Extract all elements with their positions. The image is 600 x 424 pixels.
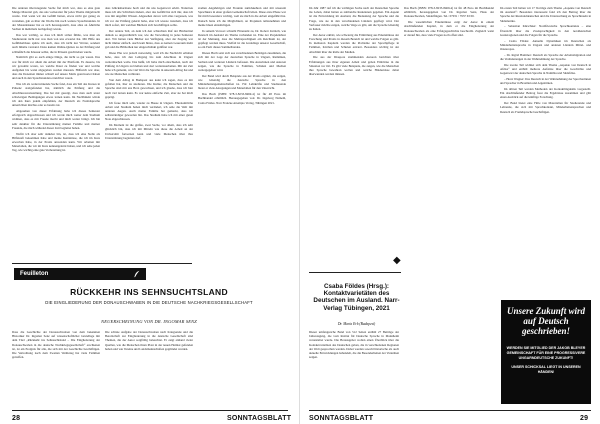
paragraph: Der Autor erklärt, wie schwierig die Ermittlung aus Erkenntnisse der Forschung und Praxis in diesem Bereich ist und welche Folgen es gibt. In mehreren Kapiteln werden die Probleme der Sprachpflege in Familien, Kirchen und Schulen erörtert. Besonders wichtig ist der Abschnitt über die Rolle der Medien.	[309, 32, 399, 54]
paragraph: Die aus der Diaspora stammenden Autoren berichten über Erfahrungen aus ihrer eigenen Arbeit und geben Einblicke in die Situation vor Ort. Es gibt viele Beispiele, die zeigen, wie die Menschen ihre Sprache bewahren wollen und welche Hindernisse dabei überwunden werden müssen.	[309, 55, 399, 77]
paragraph: – Horst Wagner: Das Deutsch in der Wahrnehmung der Sprecherinnen und Sprecher in Brasilien und Argentinien.	[500, 77, 591, 86]
paragraph: – Dr. Ingrid Hammer: Deutsch als Sprache der Arbeitsmigration und die Veränderungen in der Wahrnehmung der Sprache.	[500, 52, 591, 62]
book-review-rule	[309, 272, 401, 273]
paragraph: Der Band wird durch Beispiele aus der Praxis ergänzt, die zeigen, wie lebendig die deutsche Sprache in den Minderheitengemeinschaften ist. Für Lehrkräfte und Studierende bietet er viele Anregungen und Materialien für den Unterricht.	[198, 73, 286, 91]
article-column-2	[105, 330, 193, 408]
paragraph: Der Band bietet eine Fülle von Materialien für Studierende und Lehrende, die sich mit Sprachkontakt, Minderheitensprachen und Deutsch als Fremdsprache beschäftigen.	[500, 101, 591, 114]
page-number: 29	[580, 415, 589, 422]
ad-headline: Unsere Zukunft wird auf Deutsch geschrieben!	[506, 306, 586, 336]
page-number: 28	[12, 415, 21, 422]
feuilleton-section-label	[14, 268, 146, 280]
folio-masthead: SONNTAGSBLATT	[309, 415, 374, 422]
book-review-body	[309, 330, 399, 408]
paragraph: Ich freue mich sehr, wieder zu Hause in Ungarn. Ehrenamtliche Arbeit und Studium haben mich verändert, ich sehe die Welt mit anderen Augen. Auch meine Familie hat gemerkt, dass ich selbstständiger geworden bin. Das Studium habe ich mit einer guten Note abgeschlossen.	[105, 100, 193, 122]
ad-text-membership: WERDEN SIE MITGLIED DER JAKOB BLEYER GEMEINSCHAFT FÜR EINE PROGRESSIVERE UNGARNDEUTSCHE ZUKUNFT!	[506, 346, 586, 360]
article-deck: DIE EINGLIEDERUNG DER DONAUSCHWABEN IN DIE DEUTSCHE NACHKRIEGSGESELLSCHAFT	[45, 300, 253, 305]
paragraph: Das Buch (ISBN: 978-3-8233-8469-4) ist für 48 Euro im Buchhandel erhältlich. Herausgegeben von: Dr. Ingeborg Nemeth, Csaba Földes. Narr Francke Attempto Verlag, Tübingen 2021.	[198, 92, 286, 105]
folio-masthead: SONNTAGSBLATT	[227, 415, 292, 422]
paragraph: Der andere Teil, an dem ich den schlechten Ruf der Büchertitel damals so ungewöhnlich war, wie die Verwaltung in jedes Semester dort. Wir hatten viele Bücher zur Verfügung, aber der Zugang war nicht immer einfach. Auch kam hinzu, dass es keinen Leseraum mehr gab und die Bibliothek nur eingeschränkt geöffnet war.	[105, 28, 193, 50]
paragraph: – Sebastian Kürschner: Nordfriesische Sprachkontakte – eine Übersicht über die Zweisprachigkeit in den norddeutschen Grenzregionen und die Folgen für die Sprache.	[500, 24, 591, 37]
article-byline: NEUERSCHEINUNG VON DR. INGOMAR SENZ	[101, 319, 197, 324]
ad-body	[505, 346, 587, 375]
ad-text-slogan: UNSER SCHICKSAL LIEGT IN UNSEREN HÄNDEN!	[511, 365, 581, 375]
footer-rule	[309, 410, 591, 411]
paragraph: Im ersten Teil halten wir 17 Vorträge zum Thema „Aspekte von Deutsch im Ausland“: Besonders interessant fand ich den Beitrag über die Sprache der Russlanddeutschen und die Untersuchung zu Sprachinseln in Südamerika.	[500, 6, 591, 23]
left-column-3	[198, 6, 286, 406]
quill-icon	[133, 270, 141, 278]
paragraph: Die schöne Aufgabe der Donauschwaben nach Kriegsende und die Bereitschaft zur Eingliederung in die deutsche Gesellschaft sind Themen, die der Autor sorgfältig beleuchtet. Er zeigt anhand vieler Quellen, wie die Menschen ihren Platz in der neuen Heimat gefunden haben und wie Vereine und Landsmannschaften gegründet wurden.	[105, 330, 193, 351]
article-headline: RÜCKKEHR INS SEHNSUCHTSLAND	[70, 287, 228, 297]
paragraph: Abgesehen von dieser Erfahrung habe ich dieses Semester erfolgreich abgeschlossen und ich werde mich weiter dem Studium widmen, dass es mir Freude macht und mich weiter bringt. Ich bin sehr dankbar für die Unterstützung meiner Familie und meiner Freunde, die mich während dieser Zeit begleitet haben.	[12, 109, 100, 130]
paragraph: Das Buch (ISBN: 978-3-8233-8469-4) ist für 48 Euro im Buchhandel erhältlich, herausgegeben von Dr. Ingomar Senz, Haus der Donauschwaben, Sindelfingen. Tel.: 07031 / 7937 63 00.	[404, 6, 494, 19]
paragraph: Im Jahr 1987 rief ich die wichtigen Sache nach der Deutschen Sprache ins Leben, dabei hatten es zahlreiche Reaktionen gegeben. Ein Aspekt ist die Entwicklung im Ausland, die Bedeutung der Sprache und die Frage, wie sie in den verschiedenen Ländern gepflegt wird. Der Verfasser möchte zeigen, welche Wege es gibt, um die Sprache lebendig zu halten.	[309, 6, 399, 32]
paragraph: Die zweite Teil widmet sich dem Thema „Aspekte von Deutsch in Afrika“ und enthält mehrere Aufsätze über die Geschichte und Gegenwart der deutschen Sprache in Namibia und Südafrika.	[500, 62, 591, 76]
paragraph: Von dem Alltag in Budapest aus kann ich sagen, dass es mir gefallen hat, hier zu studieren. Die Kultur, die Menschen und die Sprache sind mir ans Herz gewachsen, und ich glaube, dass ich hier noch viel lernen kann. Es war keine einfache Zeit, aber sie hat mich geprägt.	[105, 78, 193, 99]
right-page	[301, 0, 600, 424]
advertisement-box	[501, 300, 591, 404]
paragraph: Die wesentlichen Erkenntnisse zeigt der Autor in einem abschließenden Kapitel, in dem er die Eingliederung der Donauschwaben als eine Erfolgsgeschichte beschreibt. Zugleich weist er darauf hin, dass viele Fragen noch offen sind.	[404, 20, 494, 37]
left-column-2	[105, 6, 193, 260]
feuilleton-label-text: Feuilleton	[20, 271, 49, 277]
right-column-2	[404, 6, 494, 408]
paragraph: Natürlich gibt es auch einige Dinge, die nicht so gut waren. Das war für mich vor allem die Arbeit mit der Plattform. Es dauerte, bis wir gewohnt waren, wo welche Datei zu finden war und welche Aufgaben bis wann abgegeben werden mussten. Hilfreich war aber, dass die Dozenten immer schnell auf unsere Mails geantwortet haben und auch in den Sprechstunden erreichbar waren.	[12, 55, 100, 81]
paragraph: dass Glückshormone hoch und die uns Gegenwart erlebt. Naturtreu muss ich alle Schichten ändern, aber das Gefühl hat sich mir, dass ich was mit ungefähr Wissen. Abgesehen davon will alles vergessen, was ich vor der Prüfung gelernt habe, aber ich wusste trotzdem, dass ich mich sofort, mit welchen Büchern sich beschäftigen sollte.	[105, 6, 193, 27]
paragraph: Wofür ich aber sehr dankbar bin, ist, dass ich eine Stelle als Hilfskraft bekommen habe und meine Kenntnisse, die ich im Kurs erworben habe, in der Praxis anwenden kann. Wir arbeiten mit Materialien, die wir im Kurs kennengelernt haben, und ich sehe jeden Tag, wie wichtig eine gute Vorbereitung ist.	[12, 131, 100, 153]
paragraph: Dieser umfangreiche Band von 512 Seiten enthält 27 Beiträge der Jahrestagung, die vom Institut für Deutsche Sprache in Mannheim veranstaltet wurde. Die Herausgeber wollen einen Überblick über die Kontaktvarietäten des Deutschen geben, die in verschiedenen Regionen der Welt gesprochen werden. Dabei werden sowohl historische als auch aktuelle Entwicklungen behandelt, die die Besonderheiten der Varietäten zeigen.	[309, 330, 399, 360]
book-review-title: Csaba Földes (Hrsg.): Kontaktvarietäten des Deutschen im Ausland. Narr-Verlag Tübingen, 2021	[313, 283, 400, 312]
diamond-icon: ◆	[393, 255, 401, 266]
section-divider	[12, 263, 192, 264]
book-review-author: Dr. Maria Erb (Budapest)	[337, 322, 376, 326]
paragraph: Diese Ehe war jedoch notwendig, weil ich die Nachricht erhalten habe, dass ich den Lehrgang bis zum Abschluss in Ungarn weitermachen wolle. Das heißt, ich habe mich entschieden, nach der Prüfung in Ungarn zu bleiben und dort weiterzuarbeiten. Mit der Zeit habe ich gemerkt, wie viel Wert die Sprache in unserem Alltag hat und wie sie Menschen verbindet.	[105, 51, 193, 77]
paragraph: Die anderen überwiegende Sache fiel mich war, dass es eine gute Menge Material gab, das uns vorbereitet für jedes Thema mitgebracht wurde. Und wenn wir das Gefühl hatten, etwas nicht gut genug zu verstehen, gab es über die Woche hin noch weitere Sprechstunden. In der Musterklausur hat es sich herausgestellt, dass alles an Ähnliche Sachen in mehrmals nachgefragt wurde.	[12, 6, 100, 32]
paragraph: – Csaba Földes: Aktuelle Dynamiken im Deutschen als Minderheitensprache in Ungarn und anderen Ländern Mittel- und Osteuropas.	[500, 38, 591, 52]
paragraph: Was ich als weiterwirkende Sache fand, dass ein Teil des Kurses in Präsenz stattgefunden hat, nämlich die Prüfung und die Abschlussveranstaltung. Das hat mir gezeigt, dass man auch unter schwierigen Bedingungen etwas lernen kann. Im Nachhinein würde ich den Kurs jedem empfehlen, der Deutsch als Fremdsprache unterrichten möchte oder es bereits tut.	[12, 82, 100, 108]
left-column-1	[12, 6, 100, 260]
paragraph: Im dritten Teil werden Methoden der Kontaktlinguistik vorgestellt. Ein abschließender Beitrag fasst die Ergebnisse zusammen und gibt einen Ausblick auf die künftige Forschung.	[500, 87, 591, 100]
paragraph: Das war wichtig, so dass ich mich sicher fühlte, was man als Studierende nicht nur was man von uns erwartet hat. Mit Hilfe des Gefühlsabbaus spürte ich auch, dass ich nicht nur Wörter, sondern auch Inhalte verstand. Dazu kamen Online-Quizze zu der Prüfung und schließlich die Klausur selbst, die in Präsenz geschrieben wurde.	[12, 32, 100, 54]
article-column-1	[12, 330, 100, 408]
right-column-3	[500, 6, 591, 296]
paragraph: Dass die Geschichte der Donauschwaben von dem bekannten Historiker Dr. Ingomar Senz auf wissenschaftlicher Grundlage mit dem Titel „Rückkehr ins Sehnsuchtsland – Die Eingliederung der Donauschwaben in die deutsche Nachkriegsgesellschaft“ erschienen ist, ist ein Ereignis für alle, die sich mit der Geschichte beschäftigen. Die Vertreibung nach dem Zweiten Weltkrieg hat viele Familien getroffen.	[12, 330, 100, 360]
paragraph: stadien Angehörigen und Freunde zurückkehren und mit unserem Sprachkurs in einer großen Gemeinschaft leben. Diese erste Phase war für mich besonders wichtig, weil sie mich in die Arbeit eingeführt hat. Danach hatte ich die Möglichkeit, an Projekten teilzunehmen und meine Ideen einzubringen.	[198, 6, 286, 27]
footer-rule	[12, 410, 288, 411]
right-column-1	[309, 6, 399, 250]
paragraph: Dieses Buch setzt sich aus verschiedenen Beiträgen zusammen, die sich mit der Lage der deutschen Sprache in Ungarn, Rumänien, Serbien und weiteren Ländern befassen. Die Autorinnen und Autoren zeigen, wie die Sprache in Familien, Schulen und Medien weitergegeben wird.	[198, 51, 286, 73]
paragraph: In seinem Vorwort schreibt Ehrenamt zu, Dr. Robert Zettisch, wie Deutsch im Ausland als Thema vorhanden ist. Eine der Projektlehrer ist der Meinung, dass die Mehrsprachigkeit ein Reichtum ist, der gepflegt werden muss. Vielfalt ist die Grundlage unserer Gesellschaft, so ein Fazit dieses Sammelbandes.	[198, 28, 286, 50]
paragraph: Im Moment ist die größte, zwei Sache, vor allem, dass ich sehr glücklich bin, dass ich mit Mitteln wie diese die Arbeit an der Universität fortsetzen kann und viele Menschen über ihre Unterstützung begleiten darf.	[105, 123, 193, 140]
